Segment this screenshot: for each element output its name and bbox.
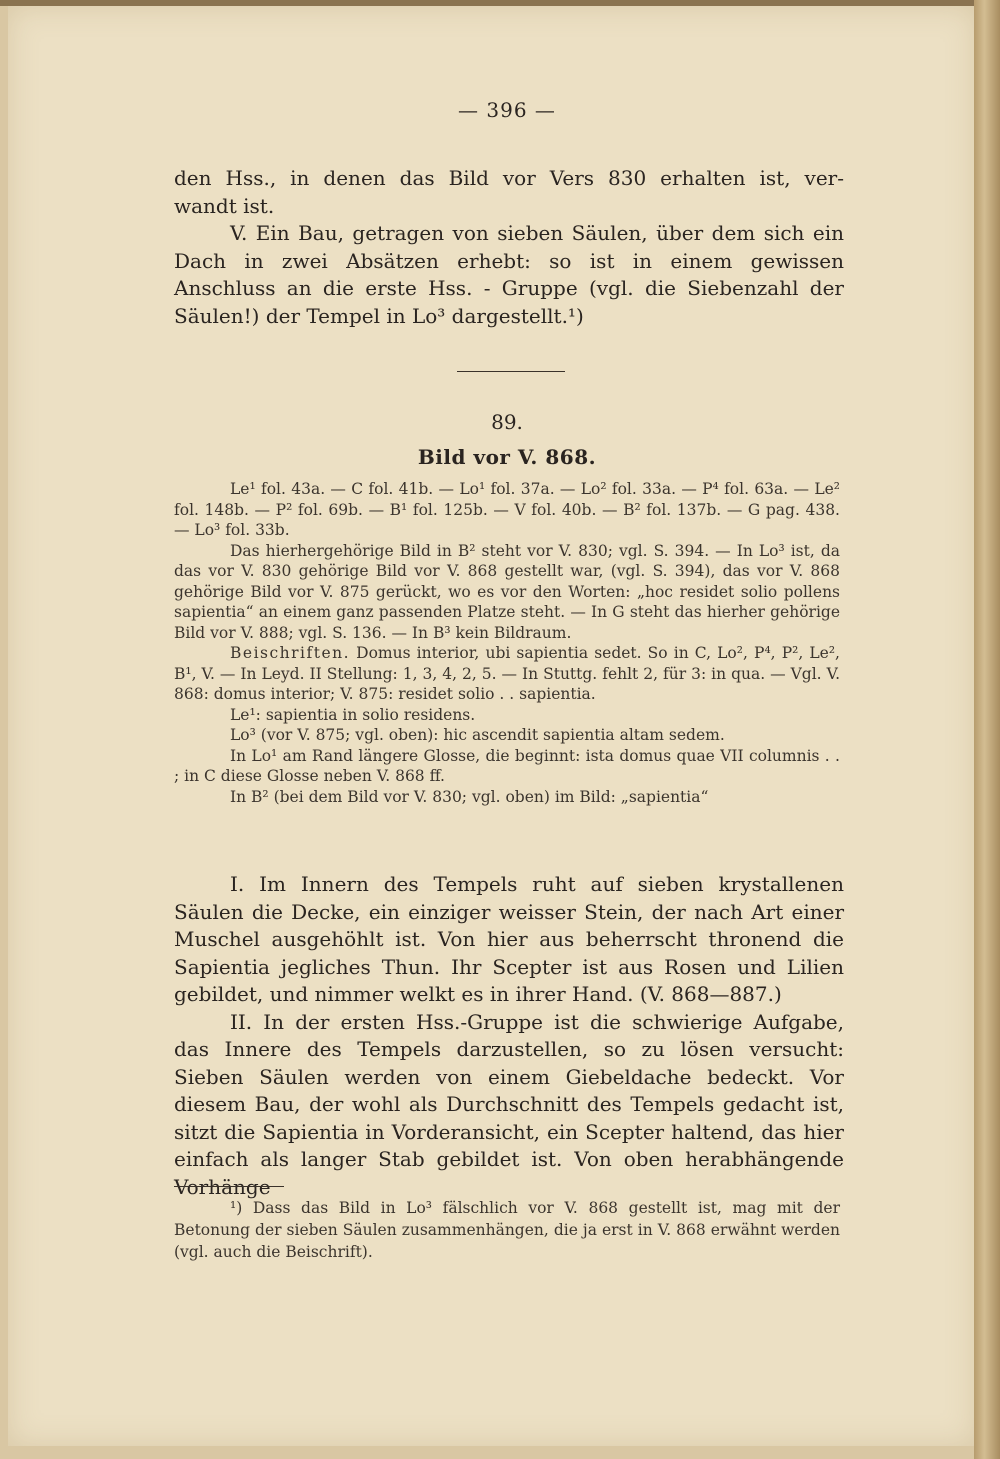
placement-note: Das hierhergehörige Bild in B² steht vor V. 830; vgl. S. 394. — In Lo³ ist, da das vor V. 830 gehörige Bild vor V. 868 gestellt war, (vgl. S. 394), das vor V. 868 gehörige Bild vor V. 875 gerückt, wo es vor den Worten: „hoc residet solio pollens sapientia“ an einem ganz passenden Platze steht. — In G steht das hierher gehörige Bild vor V. 888; vgl. S. 136. — In B³ kein Bildraum.	[174, 541, 840, 642]
beischriften-text: Domus interior, ubi sapientia sedet. So in C, Lo², P⁴, P², Le², B¹, V. — In Leyd. II Stellung: 1, 3, 4, 2, 5. — In Stuttg. fehlt 2, für 3: in qua. — Vgl. V. 868: domus interior; V. 875: residet solio . . sapientia.	[174, 644, 840, 703]
apparatus-notes	[174, 479, 840, 807]
section-divider	[457, 371, 565, 372]
footnote	[174, 1197, 840, 1263]
top-line-1: den Hss., in denen das Bild vor Vers 830 erhalten ist, ver-	[174, 166, 844, 190]
book-spine	[974, 0, 1000, 1459]
manuscript-list: Le¹ fol. 43a. — C fol. 41b. — Lo¹ fol. 37a. — Lo² fol. 33a. — P⁴ fol. 63a. — Le² fol. 148b. — P² fol. 69b. — B¹ fol. 125b. — V fol. 40b. — B² fol. 137b. — G pag. 438. — Lo³ fol. 33b.	[174, 480, 840, 539]
footnote-text: ¹) Dass das Bild in Lo³ fälschlich vor V. 868 gestellt ist, mag mit der Betonung der sieben Säulen zusammenhängen, die ja erst in V. 868 erwähnt werden (vgl. auch die Beischrift).	[174, 1199, 840, 1261]
main-paragraph-1: I. Im Innern des Tempels ruht auf sieben krystallenen Säulen die Decke, ein einziger weisser Stein, der nach Art einer Muschel ausgehöhlt ist. Von hier aus beherrscht thronend die Sapientia jegliches Thun. Ihr Scepter ist aus Rosen und Lilien gebildet, und nimmer welkt es in ihrer Hand. (V. 868—887.)	[174, 872, 844, 1006]
le1-note: Le¹: sapientia in solio residens.	[230, 705, 476, 724]
top-paragraph	[174, 165, 844, 330]
footnote-rule	[174, 1186, 284, 1187]
section-number: 89.	[491, 410, 523, 434]
beischriften-label: Beischriften.	[230, 644, 351, 662]
lo1-note: In Lo¹ am Rand längere Glosse, die beginnt: ista domus quae VII columnis . . ; in C diese Glosse neben V. 868 ff.	[174, 746, 840, 785]
b2-note: In B² (bei dem Bild vor V. 830; vgl. oben) im Bild: „sapientia“	[230, 787, 709, 806]
section-title: Bild vor V. 868.	[417, 445, 597, 469]
main-paragraph-2: II. In der ersten Hss.-Gruppe ist die schwierige Aufgabe, das Innere des Tempels darzustellen, so zu lösen versucht: Sieben Säulen werden von einem Giebeldache bedeckt. Vor diesem Bau, der wohl als Durchschnitt des Tempels gedacht ist, sitzt die Sapientia in Vorderansicht, ein Scepter haltend, das hier einfach als langer Stab gebildet ist. Von oben herabhängende Vorhänge	[174, 1009, 844, 1199]
main-text	[174, 871, 844, 1201]
beischriften-note	[174, 643, 840, 705]
page-number: — 396 —	[458, 98, 556, 122]
lo3-note: Lo³ (vor V. 875; vgl. oben): hic ascendit sapientia altam sedem.	[230, 726, 725, 744]
top-line-2: wandt ist.	[174, 193, 275, 218]
top-paragraph-2: V. Ein Bau, getragen von sieben Säulen, über dem sich ein Dach in zwei Absätzen erhebt: so ist in einem gewissen Anschluss an die erste Hss. - Gruppe (vgl. die Siebenzahl der Säulen!) der Tempel in Lo³ dargestellt.¹)	[174, 221, 844, 328]
